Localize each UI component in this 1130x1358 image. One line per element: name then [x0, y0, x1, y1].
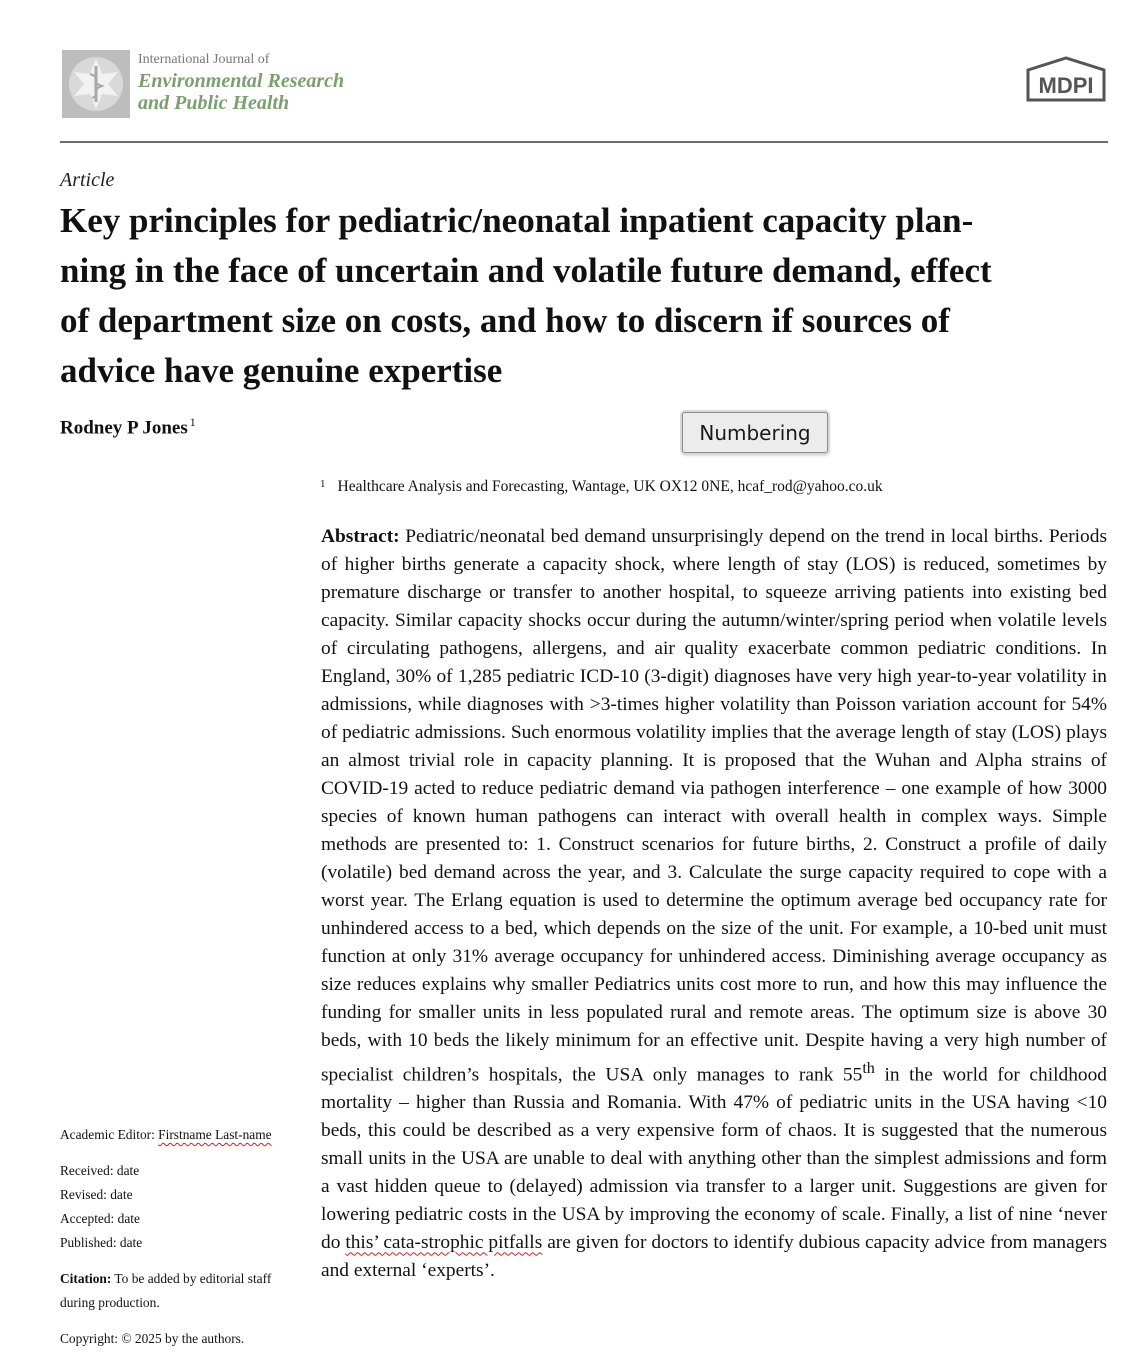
author [60, 415, 196, 439]
journal-logo-icon [62, 50, 130, 118]
title-line: Key principles for pediatric/neonatal inpatient capacity plan- [60, 201, 974, 240]
article-type: Article [60, 169, 115, 191]
title-line: ning in the face of uncertain and volatile future demand, effect [60, 251, 992, 290]
spellcheck-flagged-text[interactable]: this’ cata-strophic pitfalls [345, 1232, 543, 1254]
affiliation [320, 478, 883, 496]
academic-editor-label: Academic Editor: [60, 1127, 159, 1142]
abstract-text: Pediatric/neonatal bed demand unsurprisingly depend on the trend in local births. Periods of higher births generate a capacity shock, where length of stay (LOS) is reduced, sometimes by premature discharge or transfer to another hospital, to squeeze arriving patients into existing bed capacity. Similar capacity shocks occur during the autumn/winter/spring period when volatile levels of circulating pathogens, allergens, and air quality exacerbate common pediatric conditions. In England, 30% of 1,285 pediatric ICD-10 (3-digit) diagnoses have very high year-to-year volatility in admissions, while diagnoses with >3-times higher volatility than Poisson variation account for 54% of pediatric admissions. Such enormous volatility implies that the average length of stay (LOS) plays an almost trivial role in capacity planning. It is proposed that the Wuhan and Alpha strains of COVID-19 acted to reduce pediatric demand via pathogen interference – one example of how 3000 species of known human pathogens can interact with overall health in complex ways. Simple methods are presented to: 1. Construct scenarios for future births, 2. Construct a profile of daily (volatile) bed demand across the year, and 3. Calculate the surge capacity required to cope with a worst year. The Erlang equation is used to determine the optimum average bed occupancy rate for unhindered access to a bed, which depends on the size of the unit. For example, a 10-bed unit must function at only 31% average occupancy for unhindered access. Diminishing average occupancy as size reduces explains why smaller Pediatrics units cost more to run, and how this may influence the funding for smaller units in less populated rural and remote areas. The optimum size is above 30 beds, with 10 beds the likely minimum for an effective unit. Despite having a very high number of specialist children’s hospitals, the USA only manages to rank 55 [321, 526, 1107, 1086]
revised-date: Revised: date [60, 1187, 133, 1202]
article-sidebar [60, 1123, 280, 1351]
author-affiliation-mark: 1 [189, 415, 196, 429]
affiliation-text: Healthcare Analysis and Forecasting, Wantage, UK OX12 0NE, hcaf_rod@yahoo.co.uk [337, 478, 883, 495]
ordinal-suffix: th [862, 1060, 875, 1077]
academic-editor-name[interactable]: Firstname Last-name [158, 1127, 272, 1142]
article-dates [60, 1159, 280, 1255]
abstract [321, 523, 1107, 1285]
abstract-text: in the world for childhood mortality – higher than Russia and Romania. With 47% of pediatric units in the USA having <10 beds, this could be described as a very expensive form of chaos. It is suggested that the numerous small units in the USA are unable to deal with anything other than the simplest admissions and form a vast hidden queue to (delayed) admission via transfer to a larger unit. Suggestions are given for lowering pediatric costs in the USA by improving the economy of scale. Finally, a list of nine ‘never do [321, 1064, 1107, 1254]
header-divider [60, 141, 1108, 143]
accepted-date: Accepted: date [60, 1211, 140, 1226]
affiliation-number: 1 [320, 478, 326, 490]
citation [60, 1267, 280, 1315]
academic-editor [60, 1123, 280, 1147]
publisher-name: MDPI [1038, 73, 1094, 98]
publisher-logo [1024, 56, 1108, 104]
title-line: of department size on costs, and how to discern if sources of [60, 301, 950, 340]
journal-name-line3: and Public Health [138, 92, 290, 114]
article-title [60, 196, 1112, 396]
caduceus-star-icon [62, 50, 130, 118]
journal-name-line2: Environmental Research [138, 70, 345, 92]
title-line: advice have genuine expertise [60, 351, 503, 390]
received-date: Received: date [60, 1163, 140, 1178]
citation-label: Citation: [60, 1271, 112, 1286]
citation-text: To be added by editorial staff during production. [60, 1271, 272, 1310]
abstract-label: Abstract: [321, 526, 400, 547]
copyright: Copyright: © 2025 by the authors. [60, 1331, 245, 1346]
author-name: Rodney P Jones [60, 417, 188, 439]
numbering-button[interactable]: Numbering [682, 412, 828, 453]
abstract-text: are given for doctors to identify dubious capacity advice from managers and external ‘experts’. [321, 1232, 1108, 1282]
journal-name-line1: International Journal of [138, 52, 270, 67]
published-date: Published: date [60, 1235, 143, 1250]
journal-name [138, 53, 344, 114]
